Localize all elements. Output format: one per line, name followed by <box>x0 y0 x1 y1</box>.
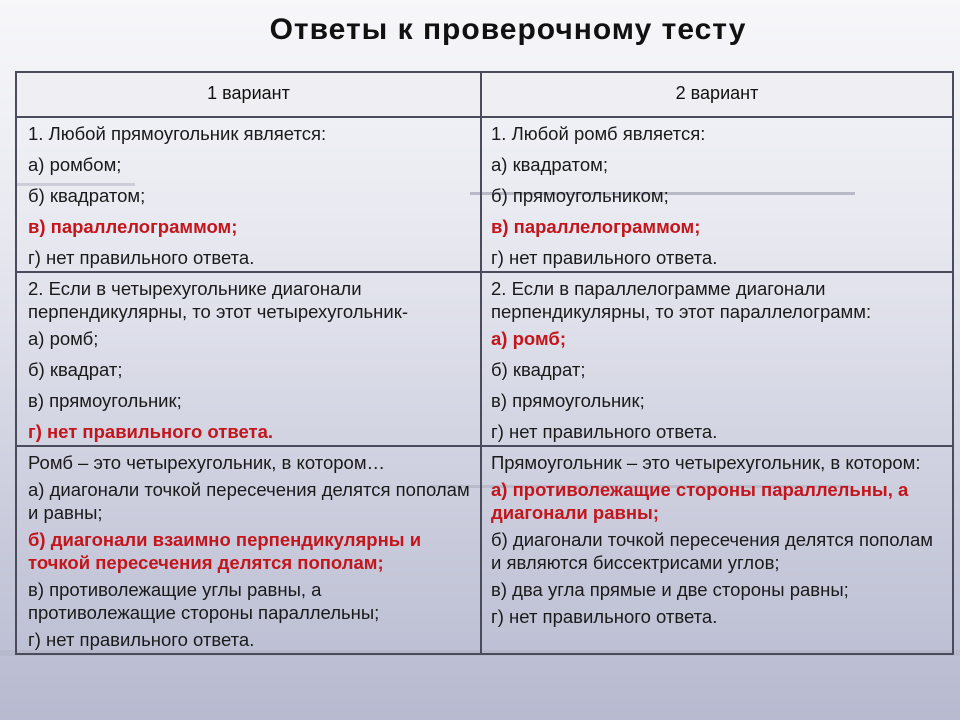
answer-option: г) нет правильного ответа. <box>491 247 718 268</box>
variant-2-question-cell <box>481 117 953 272</box>
variant-2-question-cell <box>481 272 953 446</box>
answer-option: в) прямоугольник; <box>491 390 645 411</box>
correct-answer-option: б) диагонали взаимно перпендикулярны и точкой пересечения делятся пополам; <box>28 529 422 573</box>
correct-answer-option: в) параллелограммом; <box>28 216 238 237</box>
variant-1-question-cell <box>16 117 481 272</box>
correct-answer-option: а) противолежащие стороны параллельны, а диагонали равны; <box>491 479 909 523</box>
question-text: 2. Если в параллелограмме диагонали перпендикулярны, то этот параллелограмм: <box>491 278 872 322</box>
correct-answer-option: в) параллелограммом; <box>491 216 701 237</box>
question-text: 1. Любой прямоугольник является: <box>28 123 327 144</box>
answer-option: б) квадрат; <box>28 359 123 380</box>
answer-option: а) ромб; <box>28 328 99 349</box>
answer-option: б) квадрат; <box>491 359 586 380</box>
page-title: Ответы к проверочному тесту <box>269 13 747 46</box>
answer-option: г) нет правильного ответа. <box>28 629 255 650</box>
question-row <box>16 117 953 272</box>
answers-table <box>15 71 954 655</box>
answer-option: а) ромбом; <box>28 154 122 175</box>
correct-answer-option: г) нет правильного ответа. <box>28 421 273 442</box>
answer-option: б) прямоугольником; <box>491 185 669 206</box>
header-row <box>16 72 953 117</box>
answer-option: в) противолежащие углы равны, а противолежащие стороны параллельны; <box>28 579 380 623</box>
question-row <box>16 446 953 654</box>
answer-option: г) нет правильного ответа. <box>28 247 255 268</box>
variant-2-question-cell <box>481 446 953 654</box>
answer-option: в) два угла прямые и две стороны равны; <box>491 579 849 600</box>
column-header-variant-2: 2 вариант <box>481 72 953 117</box>
variant-1-question-cell <box>16 272 481 446</box>
question-text: 1. Любой ромб является: <box>491 123 706 144</box>
answer-option: в) прямоугольник; <box>28 390 182 411</box>
correct-answer-option: а) ромб; <box>491 328 566 349</box>
column-header-variant-1: 1 вариант <box>16 72 481 117</box>
answer-option: г) нет правильного ответа. <box>491 421 718 442</box>
question-text: 2. Если в четырехугольнике диагонали перпендикулярны, то этот четырехугольник- <box>28 278 408 322</box>
answer-option: а) диагонали точкой пересечения делятся пополам и равны; <box>28 479 470 523</box>
question-text: Ромб – это четырехугольник, в котором… <box>28 452 386 473</box>
question-row <box>16 272 953 446</box>
answer-option: б) диагонали точкой пересечения делятся пополам и являются биссектрисами углов; <box>491 529 933 573</box>
question-text: Прямоугольник – это четырехугольник, в котором: <box>491 452 921 473</box>
answer-option: а) квадратом; <box>491 154 608 175</box>
answer-option: б) квадратом; <box>28 185 146 206</box>
answer-option: г) нет правильного ответа. <box>491 606 718 627</box>
variant-1-question-cell <box>16 446 481 654</box>
